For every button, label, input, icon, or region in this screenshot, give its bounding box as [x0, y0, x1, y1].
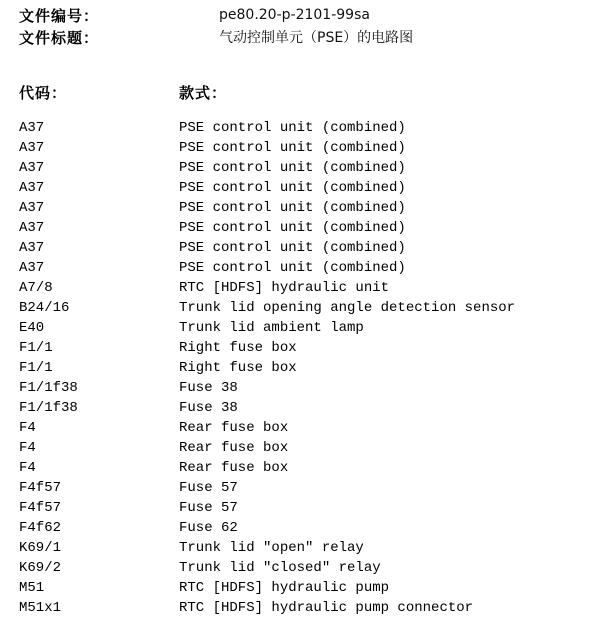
- code-column-heading: 代码：: [19, 83, 68, 102]
- component-code: K69/1: [19, 540, 62, 556]
- doc-title-value: 气动控制单元（PSE）的电路图: [219, 30, 414, 46]
- component-description: PSE control unit (combined): [179, 120, 406, 136]
- list-item: [19, 238, 599, 258]
- component-description: Right fuse box: [179, 340, 297, 356]
- list-item: [19, 398, 599, 418]
- component-description: Fuse 62: [179, 520, 238, 536]
- component-code: F4: [19, 420, 36, 436]
- list-item: [19, 458, 599, 478]
- component-code: F4f62: [19, 520, 62, 536]
- component-code: F4f57: [19, 500, 62, 516]
- list-item: [19, 218, 599, 238]
- component-description: PSE control unit (combined): [179, 160, 406, 176]
- component-description: Trunk lid "open" relay: [179, 540, 364, 556]
- component-code: A37: [19, 120, 45, 136]
- doc-title-label: 文件标题：: [19, 28, 100, 47]
- list-item: [19, 178, 599, 198]
- list-item: [19, 118, 599, 138]
- document-header: [19, 4, 589, 48]
- component-code: A37: [19, 180, 45, 196]
- list-item: [19, 538, 599, 558]
- component-description: PSE control unit (combined): [179, 240, 406, 256]
- component-code: A37: [19, 140, 45, 156]
- component-description: PSE control unit (combined): [179, 200, 406, 216]
- component-description: Trunk lid "closed" relay: [179, 560, 381, 576]
- list-item: [19, 578, 599, 598]
- doc-number-row: [19, 4, 589, 26]
- component-code: A37: [19, 220, 45, 236]
- component-code: A37: [19, 200, 45, 216]
- doc-title-row: [19, 26, 589, 48]
- component-code: F4f57: [19, 480, 62, 496]
- list-item: [19, 358, 599, 378]
- component-code: A37: [19, 160, 45, 176]
- component-code: A7/8: [19, 280, 53, 296]
- component-code: K69/2: [19, 560, 62, 576]
- component-code: A37: [19, 240, 45, 256]
- list-item: [19, 258, 599, 278]
- component-description: Rear fuse box: [179, 460, 289, 476]
- doc-number-label: 文件编号：: [19, 6, 100, 25]
- list-item: [19, 598, 599, 618]
- component-code: A37: [19, 260, 45, 276]
- list-item: [19, 138, 599, 158]
- doc-number-value: pe80.20-p-2101-99sa: [219, 7, 370, 23]
- component-description: Fuse 57: [179, 480, 238, 496]
- component-description: PSE control unit (combined): [179, 140, 406, 156]
- component-description: RTC [HDFS] hydraulic pump connector: [179, 600, 474, 616]
- list-item: [19, 158, 599, 178]
- list-item: [19, 278, 599, 298]
- style-column-heading: 款式：: [179, 83, 228, 102]
- list-item: [19, 338, 599, 358]
- column-headings: [19, 81, 227, 103]
- list-item: [19, 518, 599, 538]
- component-description: Fuse 57: [179, 500, 238, 516]
- list-item: [19, 378, 599, 398]
- component-description: Rear fuse box: [179, 420, 289, 436]
- component-description: Fuse 38: [179, 380, 238, 396]
- list-item: [19, 318, 599, 338]
- list-item: [19, 198, 599, 218]
- component-code: M51x1: [19, 600, 62, 616]
- component-code: B24/16: [19, 300, 70, 316]
- component-list: [19, 118, 599, 618]
- component-description: PSE control unit (combined): [179, 260, 406, 276]
- component-code: M51: [19, 580, 45, 596]
- component-description: PSE control unit (combined): [179, 220, 406, 236]
- list-item: [19, 558, 599, 578]
- component-code: E40: [19, 320, 45, 336]
- component-code: F1/1: [19, 360, 53, 376]
- component-description: Rear fuse box: [179, 440, 289, 456]
- component-description: RTC [HDFS] hydraulic unit: [179, 280, 390, 296]
- list-item: [19, 438, 599, 458]
- list-item: [19, 498, 599, 518]
- list-item: [19, 298, 599, 318]
- component-code: F4: [19, 440, 36, 456]
- component-description: PSE control unit (combined): [179, 180, 406, 196]
- list-item: [19, 418, 599, 438]
- component-code: F4: [19, 460, 36, 476]
- list-item: [19, 478, 599, 498]
- component-code: F1/1f38: [19, 400, 78, 416]
- component-description: Trunk lid opening angle detection sensor: [179, 300, 516, 316]
- component-code: F1/1f38: [19, 380, 78, 396]
- component-description: RTC [HDFS] hydraulic pump: [179, 580, 390, 596]
- component-code: F1/1: [19, 340, 53, 356]
- component-description: Trunk lid ambient lamp: [179, 320, 364, 336]
- component-description: Fuse 38: [179, 400, 238, 416]
- component-description: Right fuse box: [179, 360, 297, 376]
